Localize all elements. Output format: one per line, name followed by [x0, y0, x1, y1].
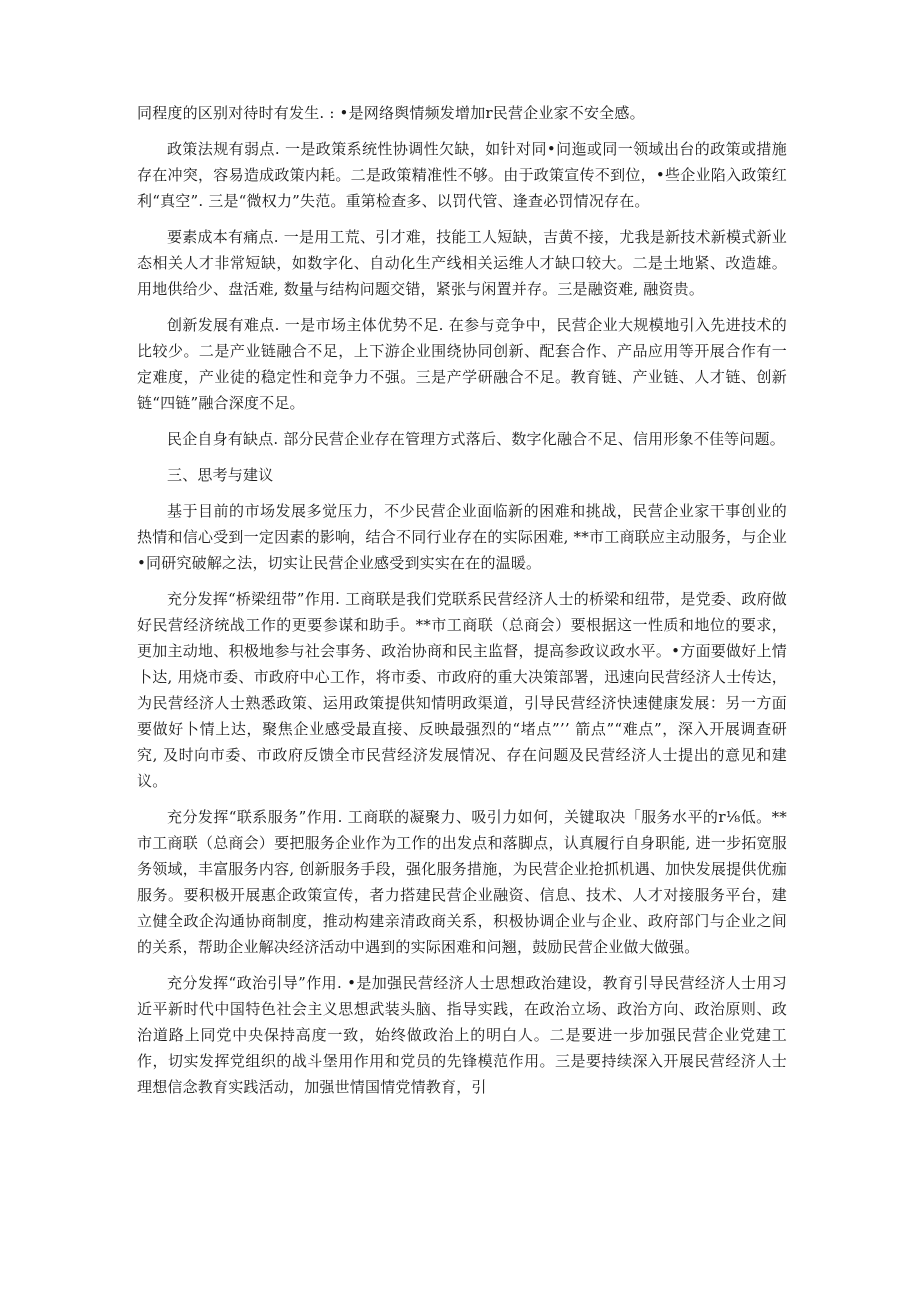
section-heading: 三、思考与建议	[167, 466, 274, 484]
paragraph-continuation: 同程度的区别对待时有发生. : •是网络舆情频发增加r民营企业家不安全感。	[137, 104, 645, 122]
paragraph-bridge-role: 充分发挥“桥梁纽带”作用. 工商联是我们党联系民营经济人士的桥梁和纽带，是党委、政府做好民营经济统战工作的更要参谋和助手。**市工商联（总商会）要根据这一性质和地位的要求，更加主动地、积极地参与社会事务、政治协商和民主监督，提高参政议政水平。•方面要做好上情卜达, 用烧市委、市政府中心工作，将市委、市政府的重大决策部署，迅速向民营经济人士传达，为民营经济人士熟悉政策、运用政策提供知情明政渠道，引导民营经济快速健康发展：另一方面要做好卜情上达，聚焦企业感受最直接、反映最强烈的“堵点”’’ 箭点”“难点”，深入开展调查研究, 及时向市委、市政府反馈全市民营经济发展情况、存在问题及民营经济人士提出的意见和建议。	[137, 590, 787, 790]
paragraph-intro: 基于目前的市场发展多觉压力，不少民营企业面临新的困难和挑战，民营企业家干事创业的热情和信心受到一定因素的影响，结合不同行业存在的实际困难, **市工商联应主动服务，与企业•同研究破解之法，切实让民营企业感受到实实在在的温暖。	[137, 502, 787, 572]
document-page	[137, 100, 787, 1110]
paragraph-factor-cost: 要素成本有痛点. 一是用工荒、引才难，技能工人短缺，吉黄不接，尤我是新技术新模式新业态相关人才非常短缺，如数字化、自动化生产线相关运维人才缺口较大。二是土地紧、改造雄。用地供给少、盘活难, 数量与结构问题交错，紧张与闲置并存。三是融资难, 融资贵。	[137, 228, 787, 298]
paragraph-enterprise-shortcoming: 民企自身有缺点. 部分民营企业存在管理方式落后、数字化融合不足、信用形象不佳等问题。	[167, 430, 785, 448]
paragraph-political-guidance: 充分发挥“政治引导”作用. •是加强民营经济人士思想政治建设，教育引导民营经济人士用习近平新时代中国特色社会主义思想武装头脑、指导实践，在政治立场、政治方向、政治原则、政治道路上同党中央保持高度一致，始终做政治上的明白人。二是要进一步加强民营企业党建工作，切实发挥党组织的战斗堡用作用和党员的先锋模范作用。三是要持续深入开展民营经济人士理想信念教育实践活动，加强世情国情党情教育，引	[137, 974, 787, 1096]
paragraph-service-role: 充分发挥“联系服务”作用. 工商联的凝聚力、吸引力如何，关键取决「服务水平的r⅛低。**市工商联（总商会）要把服务企业作为工作的出发点和落脚点，认真履行自身职能, 进一步拓宽服务领域，丰富服务内容, 创新服务手段，强化服务措施，为民营企业抢抓机遇、加快发展提供优痂服务。要积极开展惠企政策宣传，者力搭建民营企业融资、信息、技术、人才对接服务平台，建立健全政企沟通协商制度，推动构建亲清政商关系，积极协调企业与企业、政府部门与企业之间的关系，帮助企业解决经济活动中遇到的实际困难和问翘，鼓励民营企业做大做强。	[137, 808, 787, 956]
paragraph-innovation: 创新发展有难点. 一是市场主体优势不足. 在参与竞争中，民营企业大规模地引入先进技术的比较少。二是产业链融合不足，上下游企业围绕协同创新、配套合作、产品应用等开展合作有一定难度，产业徒的稳定性和竞争力不强。三是产学研融合不足。教育链、产业链、人才链、创新链“四链”融合深度不足。	[137, 316, 787, 412]
paragraph-policy-weakness: 政策法规有弱点. 一是政策系统性协调性欠缺，如针对同•问迤或同一领域出台的政策或措施存在冲突，容易造成政策内耗。二是政策精准性不够。由于政策宣传不到位，•些企业陷入政策红利“真空”. 三是“微权力”失范。重第检查多、以罚代管、逢查必罚情况存在。	[137, 140, 787, 210]
